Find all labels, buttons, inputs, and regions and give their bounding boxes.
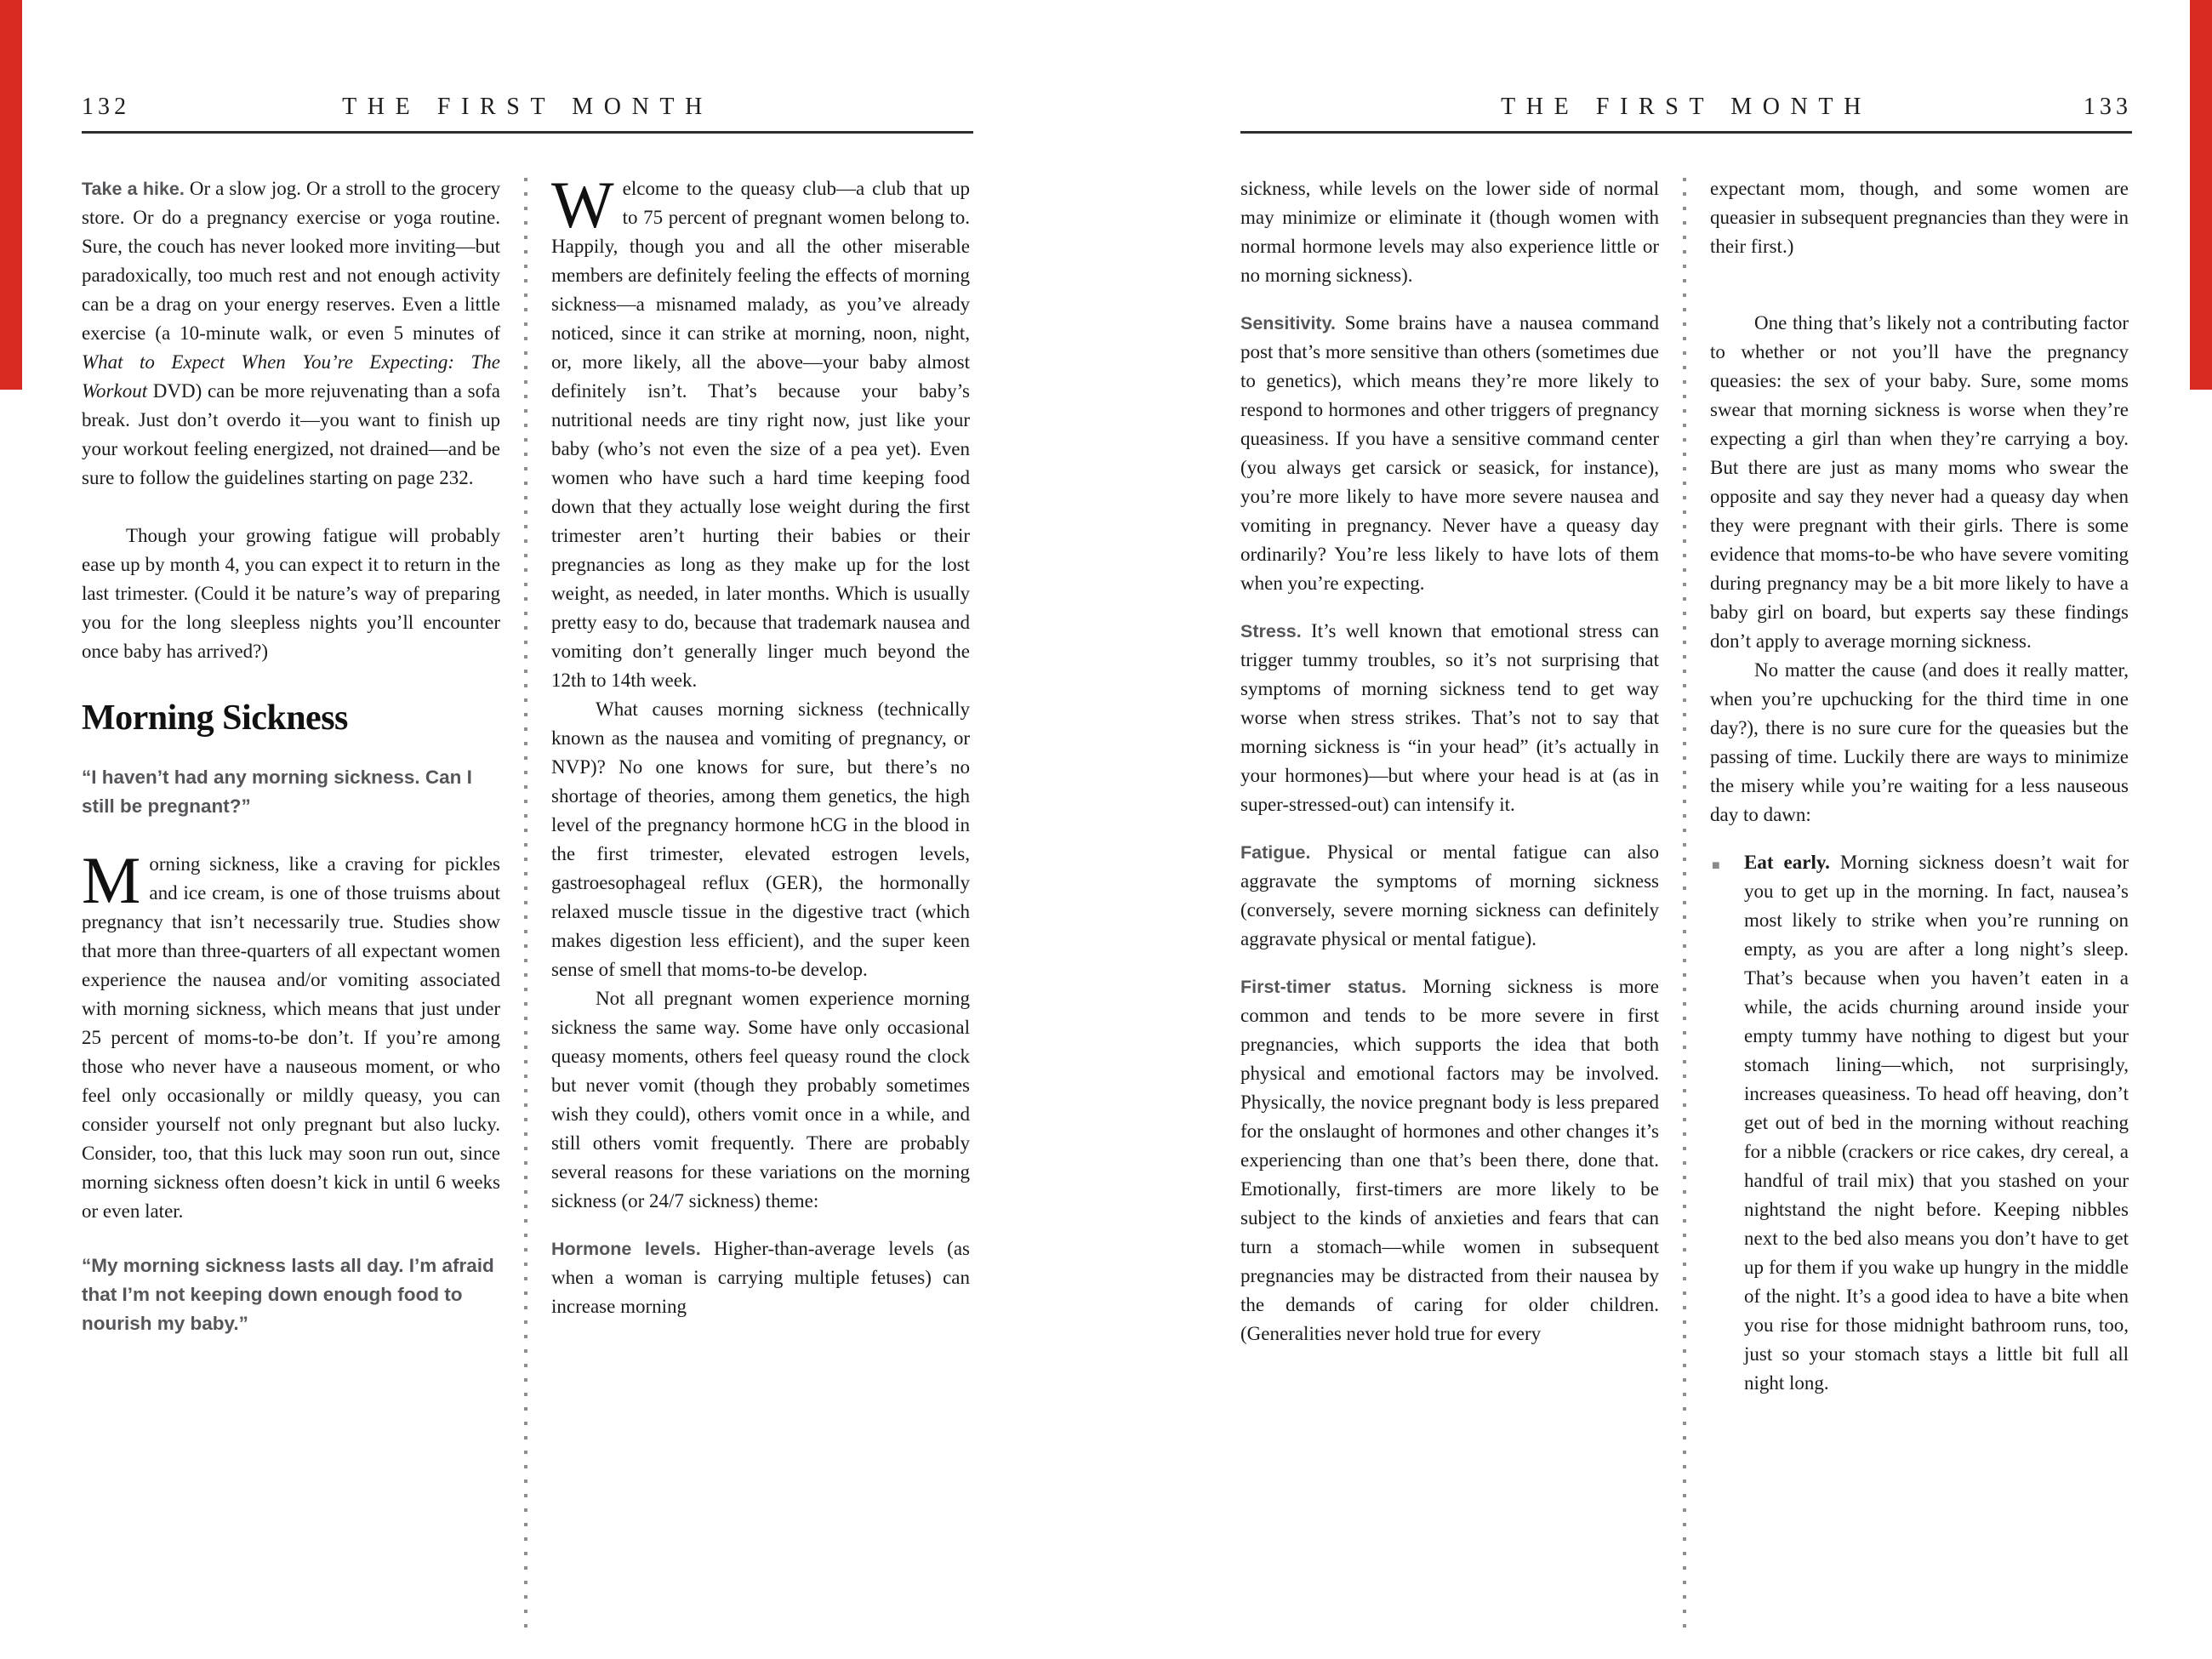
bullet-icon: ■ bbox=[1712, 858, 1720, 873]
bold-lead: Stress. bbox=[1240, 621, 1302, 641]
running-head: THE FIRST MONTH bbox=[1501, 94, 1872, 120]
bold-lead: Hormone levels. bbox=[551, 1239, 701, 1259]
paragraph bbox=[1240, 838, 1659, 954]
text-run: Morning sickness is more common and tends to be more severe in first pregnancies, which supports the idea that both physical and emotional factors may be involved. Physically, the novice pregnant body is less prepared for the onslaught of hormones and other changes it’s experiencing than one that’s been there, done that. Emotionally, first-timers are more likely to be subject to the kinds of anxieties and fears that can turn a stomach—while women in subsequent pregnancies may be distracted from their nausea by the demands of caring for older children. (Generalities never hold true for every bbox=[1240, 976, 1659, 1344]
paragraph bbox=[551, 1234, 970, 1321]
text-column-4 bbox=[1710, 174, 2129, 1631]
drop-cap: W bbox=[551, 174, 614, 242]
page-133 bbox=[1240, 0, 2132, 1659]
paragraph bbox=[82, 174, 500, 493]
text-run: elcome to the queasy club—a club that up to 75 percent of pregnant women belong to. Happily, though you and all the other miserable members are definitely feeling the effects of morning sickness—a misnamed malady, as you’ve already noticed, since it can strike at morning, noon, night, or, more likely, all the above—your baby almost definitely isn’t. That’s because your baby’s nutritional needs are tiny right now, just like your baby (who’s not even the size of a pea yet). Even women who have such a hard time keeping food down that they actually lose weight during the first trimester aren’t hurting their babies or their pregnancies as long as they make up for the lost weight, as needed, in later months. Which is usually pretty easy to do, because that trademark nausea and vomiting don’t generally linger much beyond the 12th to 14th week. bbox=[551, 178, 970, 691]
chapter-tab-left bbox=[0, 0, 22, 390]
page-132 bbox=[82, 0, 973, 1659]
paragraph bbox=[82, 843, 500, 1226]
paragraph bbox=[551, 984, 970, 1216]
paragraph bbox=[82, 522, 500, 666]
text-column-3 bbox=[1240, 174, 1659, 1631]
bold-lead: Eat early. bbox=[1744, 852, 1830, 873]
text-run: DVD) can be more rejuvenating than a sofa break. Just don’t overdo it—you want to finish up your workout feeling energized, not drained—and be sure to follow the guidelines starting on page 232. bbox=[82, 380, 500, 488]
text-columns bbox=[82, 174, 973, 1631]
bold-lead: First-timer status. bbox=[1240, 977, 1407, 997]
paragraph bbox=[1710, 309, 2129, 656]
bold-lead: Take a hike. bbox=[82, 179, 185, 199]
text-run: It’s well known that emotional stress can trigger tummy troubles, so it’s not surprising that symptoms of morning sickness tend to get way worse when stress strikes. That’s not to say that morning sickness is “in your head” (it’s actually in your hormones)—but where your head is at (as in super-stressed-out) can intensify it. bbox=[1240, 620, 1659, 815]
bold-lead: Sensitivity. bbox=[1240, 313, 1336, 334]
running-head: THE FIRST MONTH bbox=[342, 94, 713, 120]
text-run: Or a slow jog. Or a stroll to the grocery store. Or do a pregnancy exercise or yoga routine. Sure, the couch has never looked more inviting—but paradoxically, too much rest and not enough activity can be a drag on your energy reserves. Even a little exercise (a 10-minute walk, or even 5 minutes of bbox=[82, 178, 501, 344]
text-run: What to Expect When You’re Expecting: The Workout bbox=[82, 351, 500, 402]
text-run: sickness, while levels on the lower side of normal may minimize or eliminate it (though women with normal hormone levels may also experience little or no morning sickness). bbox=[1240, 178, 1659, 286]
text-run: expectant mom, though, and some women are queasier in subsequent pregnancies than they were in their first.) bbox=[1710, 178, 2129, 257]
page-header-right bbox=[1240, 0, 2132, 134]
paragraph bbox=[551, 174, 970, 695]
text-run: Not all pregnant women experience morning sickness the same way. Some have only occasional queasy moments, others feel queasy round the clock but never vomit (though they probably sometimes wish they could), others vomit once in a while, and still others vomit frequently. There are probably several reasons for these variations on the morning sickness (or 24/7 sickness) theme: bbox=[551, 988, 970, 1211]
text-run: No matter the cause (and does it really matter, when you’re upchucking for the third time in one day?), there is no sure cure for the queasies but the passing of time. Luckily there are ways to minimize the misery while you’re waiting for a less nauseous day to dawn: bbox=[1710, 659, 2129, 825]
column-divider bbox=[524, 178, 527, 1631]
text-run: “I haven’t had any morning sickness. Can I still be pregnant?” bbox=[82, 767, 472, 817]
paragraph bbox=[1710, 656, 2129, 830]
text-columns bbox=[1240, 174, 2132, 1631]
paragraph bbox=[1240, 972, 1659, 1348]
text-column-2 bbox=[551, 174, 970, 1631]
page-header-left bbox=[82, 0, 973, 134]
text-column-1 bbox=[82, 174, 500, 1631]
question-quote bbox=[82, 1251, 500, 1338]
text-run: Higher-than-average levels (as when a woman is carrying multiple fetuses) can increase morning bbox=[551, 1238, 970, 1317]
question-quote bbox=[82, 763, 500, 821]
paragraph bbox=[1240, 617, 1659, 819]
text-run: “My morning sickness lasts all day. I’m afraid that I’m not keeping down enough food to nourish my baby.” bbox=[82, 1255, 494, 1334]
page-number: 133 bbox=[2083, 94, 2132, 120]
text-run: Some brains have a nausea command post that’s more sensitive than others (sometimes due to genetics), which means they’re more likely to respond to hormones and other triggers of pregnancy queasiness. If you have a sensitive command center (you always get carsick or seasick, for instance), you’re more likely to have more severe nausea and vomiting in pregnancy. Never have a queasy day ordinarily? You’re less likely to have lots of them when you’re expecting. bbox=[1240, 312, 1660, 594]
text-run: One thing that’s likely not a contributing factor to whether or not you’ll have the pregnancy queasies: the sex of your baby. Sure, some moms swear that morning sickness is worse when they’re expecting a girl than when they’re carrying a boy. But there are just as many moms who swear the opposite and say they never had a queasy day when they were pregnant with their girls. There is some evidence that moms-to-be who have severe vomiting during pregnancy may be a bit more likely to have a baby girl on board, but experts say these findings don’t apply to average morning sickness. bbox=[1710, 312, 2129, 652]
text-run: Morning sickness doesn’t wait for you to get up in the morning. In fact, nausea’s most likely to strike when you’re running on empty, as you are after a long night’s sleep. That’s because when you haven’t eaten in a while, the acids churning around inside your empty tummy have nothing to digest but your stomach lining—which, not surprisingly, increases queasiness. To head off heaving, don’t get out of bed in the morning without reaching for a nibble (crackers or rice cakes, dry cereal, a handful of trail mix) that you stashed on your nightstand the night before. Keeping nibbles next to the bed also means you don’t have to get up for them if you wake up hungry in the middle of the night. It’s a good idea to have a bite when you rise for those midnight bathroom runs, too, just so your stomach stays a little bit full all night long. bbox=[1744, 852, 2129, 1394]
chapter-tab-right bbox=[2190, 0, 2212, 390]
drop-cap: M bbox=[82, 843, 141, 917]
section-heading: Morning Sickness bbox=[82, 698, 348, 738]
paragraph bbox=[1710, 174, 2129, 261]
text-run: orning sickness, like a craving for pickles and ice cream, is one of those truisms about pregnancy that isn’t necessarily true. Studies show that more than three-quarters of all expectant women experience the nausea and/or vomiting associated with morning sickness, which means that just under 25 percent of moms-to-be don’t. If you’re among those who never have a nauseous moment, or who feel only occasionally or mildly queasy, you can consider yourself not only pregnant but also lucky. Consider, too, that this luck may soon run out, since morning sickness often doesn’t kick in until 6 weeks or even later. bbox=[82, 853, 500, 1222]
text-run: What causes morning sickness (technically known as the nausea and vomiting of pregnancy, or NVP)? No one knows for sure, but there’s no shortage of theories, among them genetics, the high level of the pregnancy hormone hCG in the blood in the first trimester, elevated estrogen levels, gastroesophageal reflux (GER), the hormonally relaxed muscle tissue in the digestive tract (which makes digestion less efficient), and the super keen sense of smell that moms-to-be develop. bbox=[551, 698, 970, 980]
paragraph bbox=[1240, 174, 1659, 290]
paragraph bbox=[1240, 309, 1659, 598]
page-number: 132 bbox=[82, 94, 131, 120]
paragraph bbox=[551, 695, 970, 984]
text-run: Physical or mental fatigue can also aggravate the symptoms of morning sickness (conversely, severe morning sickness can definitely aggravate physical or mental fatigue). bbox=[1240, 841, 1659, 949]
paragraph bbox=[1710, 848, 2129, 1398]
column-divider bbox=[1683, 178, 1686, 1631]
text-run: Though your growing fatigue will probably ease up by month 4, you can expect it to return in the last trimester. (Could it be nature’s way of preparing you for the long sleepless nights you’ll encounter once baby has arrived?) bbox=[82, 525, 500, 662]
bold-lead: Fatigue. bbox=[1240, 842, 1311, 863]
